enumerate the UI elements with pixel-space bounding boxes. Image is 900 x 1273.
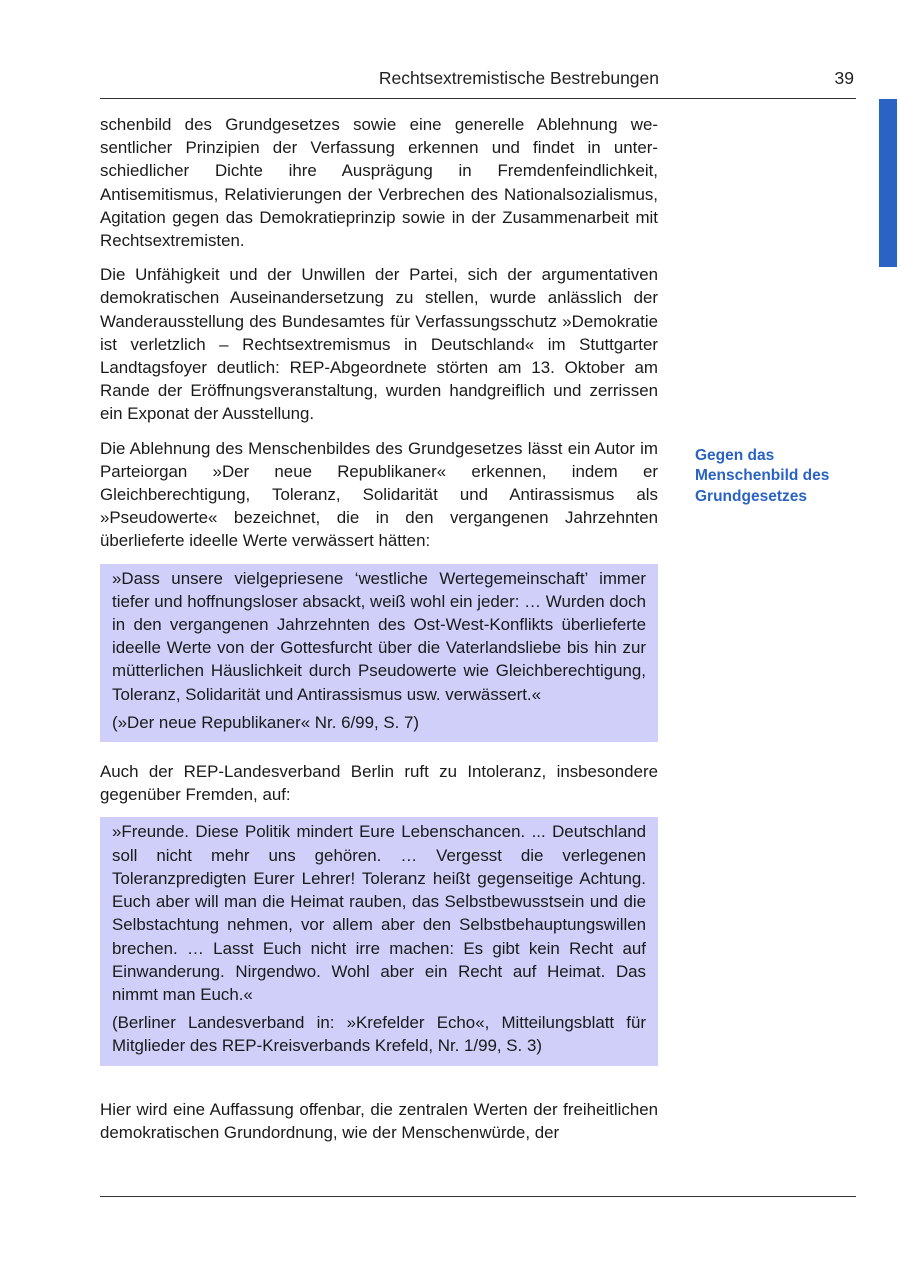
- quote-source: (Berliner Landesverband in: »Krefelder Echo«, Mitteilungsblatt für Mitglieder des REP-Kreisverbands Krefeld, Nr. 1/99, S. 3): [112, 1013, 646, 1056]
- paragraph: Die Ablehnung des Menschenbildes des Grundgesetzes lässt ein Autor im Parteiorgan »Der neue Republikaner« erkennen, indem er Gleichberechtigung, Toleranz, Solidarität und Antirassismus als »Pseudowerte« bezeichnet, die in den vergangenen Jahrzehnten überlieferte ideelle Werte verwässert hätten:: [100, 438, 658, 551]
- paragraph: Die Unfähigkeit und der Unwillen der Partei, sich der argumentativen demokratischen Auseinandersetzung zu stellen, wurde anlässlich der Wanderausstellung des Bundesamtes für Verfassungsschutz »Demokratie ist verletzlich – Rechtsextremismus in Deutschland« im Stuttgarter Landtagsfoyer deutlich: REP-Abgeordnete störten am 13. Oktober am Rande der Eröffnungsveranstaltung, wurden handgreiflich und zerrissen ein Exponat der Ausstellung.: [100, 265, 658, 424]
- quote-box: [100, 817, 658, 1065]
- margin-heading: [695, 446, 865, 507]
- margin-heading-line: Grundgesetzes: [695, 487, 807, 505]
- chapter-marker-tab: [879, 99, 897, 267]
- running-title: Rechtsextremistische Bestrebungen: [378, 68, 659, 88]
- footer-rule: [100, 1196, 856, 1197]
- quote-text: »Freunde. Diese Politik mindert Eure Lebenschancen. ... Deutschland soll nicht mehr uns gehören. … Vergesst die verlegenen Toleranzpredigten Eurer Lehrer! Toleranz heißt gegenseitige Achtung. Euch aber will man die Heimat rauben, das Selbstbewusstsein und die Selbstachtung nehmen, vor allem aber den Selbstbehauptungswillen brechen. … Lasst Euch nicht irre machen: Es gibt kein Recht auf Einwanderung. Nirgendwo. Wohl aber ein Recht auf Heimat. Das nimmt man Euch.«: [112, 822, 646, 1004]
- paragraph: schenbild des Grundgesetzes sowie eine generelle Ablehnung wesentlicher Prinzipien der Verfassung erkennen und findet in unterschiedlicher Dichte ihre Ausprägung in Fremdenfeindlichkeit, Antisemitismus, Relativierungen der Verbrechen des Nationalsozialismus, Agitation gegen das Demokratieprinzip sowie in der Zusammenarbeit mit Rechtsextremisten.: [100, 115, 658, 251]
- margin-heading-line: Gegen das: [695, 447, 775, 464]
- paragraph: Hier wird eine Auffassung offenbar, die zentralen Werten der freiheitlichen demokratischen Grundordnung, wie der Menschenwürde, der: [100, 1099, 658, 1142]
- quote-source: (»Der neue Republikaner« Nr. 6/99, S. 7): [112, 712, 420, 732]
- margin-heading-line: Menschenbild des: [695, 467, 830, 485]
- quote-box: [100, 564, 658, 742]
- page-header: [100, 68, 856, 99]
- quote-text: »Dass unsere vielgepriesene ‘westliche Wertegemeinschaft’ immer tiefer und hoffnungsloser absackt, weiß wohl ein jeder: … Wurden doch in den vergangenen Jahrzehnten des Ost-West-Konflikts überlieferte ideelle Werte von der Gottesfurcht über die Vaterlandsliebe bis hin zur mütterlichen Häuslichkeit durch Pseudowerte wie Gleichberechtigung, Toleranz, Solidarität und Antirassismus usw. verwässert.«: [112, 568, 646, 704]
- paragraph: Auch der REP-Landesverband Berlin ruft zu Intoleranz, insbesondere gegenüber Fremden, auf:: [100, 762, 658, 805]
- page-number: 39: [834, 68, 854, 88]
- main-text: [100, 113, 658, 1155]
